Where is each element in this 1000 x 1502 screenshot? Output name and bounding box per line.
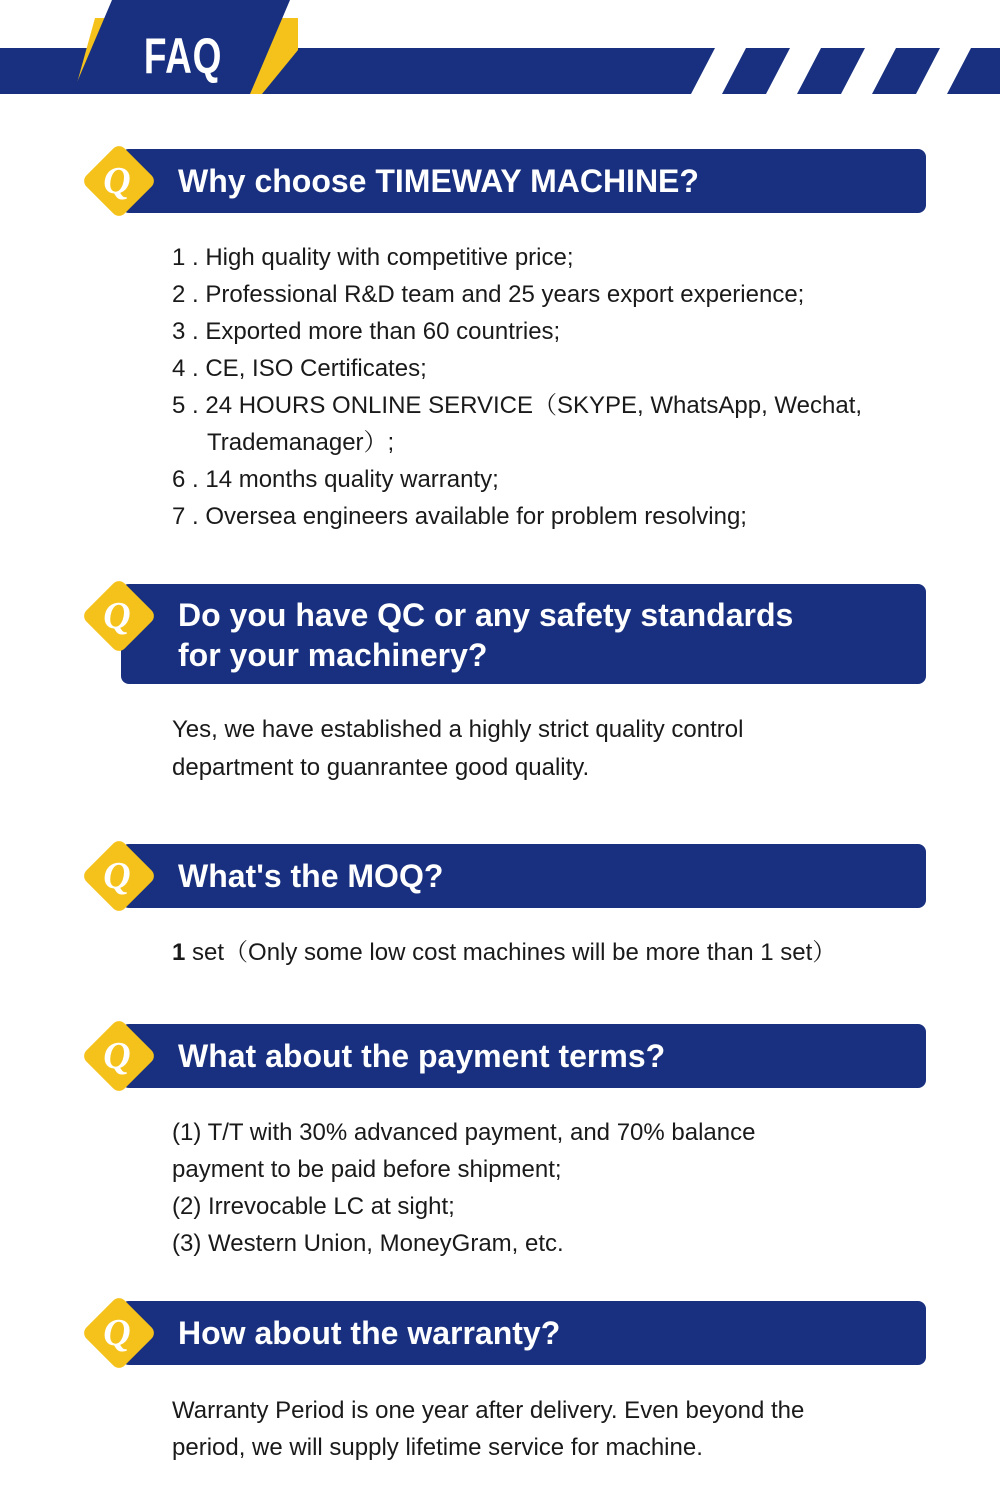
question-line: Do you have QC or any safety standards xyxy=(178,597,794,633)
answer-line: (3) Western Union, MoneyGram, etc. xyxy=(172,1230,564,1257)
q-badge-icon xyxy=(74,136,164,226)
question-title-2 xyxy=(178,595,793,675)
q-badge-icon xyxy=(74,1011,164,1101)
svg-text:Q: Q xyxy=(103,1035,131,1077)
moq-detail: set（Only some low cost machines will be more than 1 set） xyxy=(185,939,837,966)
answer-text-2 xyxy=(172,711,932,787)
question-title-3: What's the MOQ? xyxy=(178,858,444,894)
q-badge-icon xyxy=(74,571,164,661)
answer-item: 6 . 14 months quality warranty; xyxy=(172,466,499,493)
q-badge-icon xyxy=(74,1288,164,1378)
question-title-1: Why choose TIMEWAY MACHINE? xyxy=(178,163,699,199)
answer-item-continuation: Trademanager）; xyxy=(207,429,395,456)
answer-text-4 xyxy=(172,1114,932,1262)
answer-line: Warranty Period is one year after delivery. Even beyond the xyxy=(172,1397,805,1424)
answer-item: 2 . Professional R&D team and 25 years export experience; xyxy=(172,281,805,308)
answer-line: department to guanrantee good quality. xyxy=(172,754,590,781)
answer-item: 5 . 24 HOURS ONLINE SERVICE（SKYPE, WhatsApp, Wechat, xyxy=(172,392,863,419)
moq-quantity: 1 xyxy=(172,939,186,966)
answer-item: 3 . Exported more than 60 countries; xyxy=(172,318,561,345)
svg-text:Q: Q xyxy=(103,1312,131,1354)
answer-item: 1 . High quality with competitive price; xyxy=(172,244,574,271)
svg-text:Q: Q xyxy=(103,595,131,637)
answer-list-1 xyxy=(172,239,932,535)
question-title-4: What about the payment terms? xyxy=(178,1038,666,1074)
answer-line: (2) Irrevocable LC at sight; xyxy=(172,1193,455,1220)
answer-line: Yes, we have established a highly strict quality control xyxy=(172,716,744,743)
svg-text:Q: Q xyxy=(103,160,131,202)
answer-line: period, we will supply lifetime service for machine. xyxy=(172,1434,703,1461)
answer-line xyxy=(172,934,932,971)
answer-item: 4 . CE, ISO Certificates; xyxy=(172,355,427,382)
faq-title: FAQ xyxy=(143,28,223,84)
q-badge-icon xyxy=(74,831,164,921)
question-title-5: How about the warranty? xyxy=(178,1315,561,1351)
answer-item: 7 . Oversea engineers available for problem resolving; xyxy=(172,503,747,530)
answer-line: payment to be paid before shipment; xyxy=(172,1156,562,1183)
answer-line: (1) T/T with 30% advanced payment, and 70% balance xyxy=(172,1119,756,1146)
question-line: for your machinery? xyxy=(178,637,488,673)
answer-text-3 xyxy=(172,934,932,971)
answer-text-5 xyxy=(172,1392,932,1466)
svg-text:Q: Q xyxy=(103,855,131,897)
